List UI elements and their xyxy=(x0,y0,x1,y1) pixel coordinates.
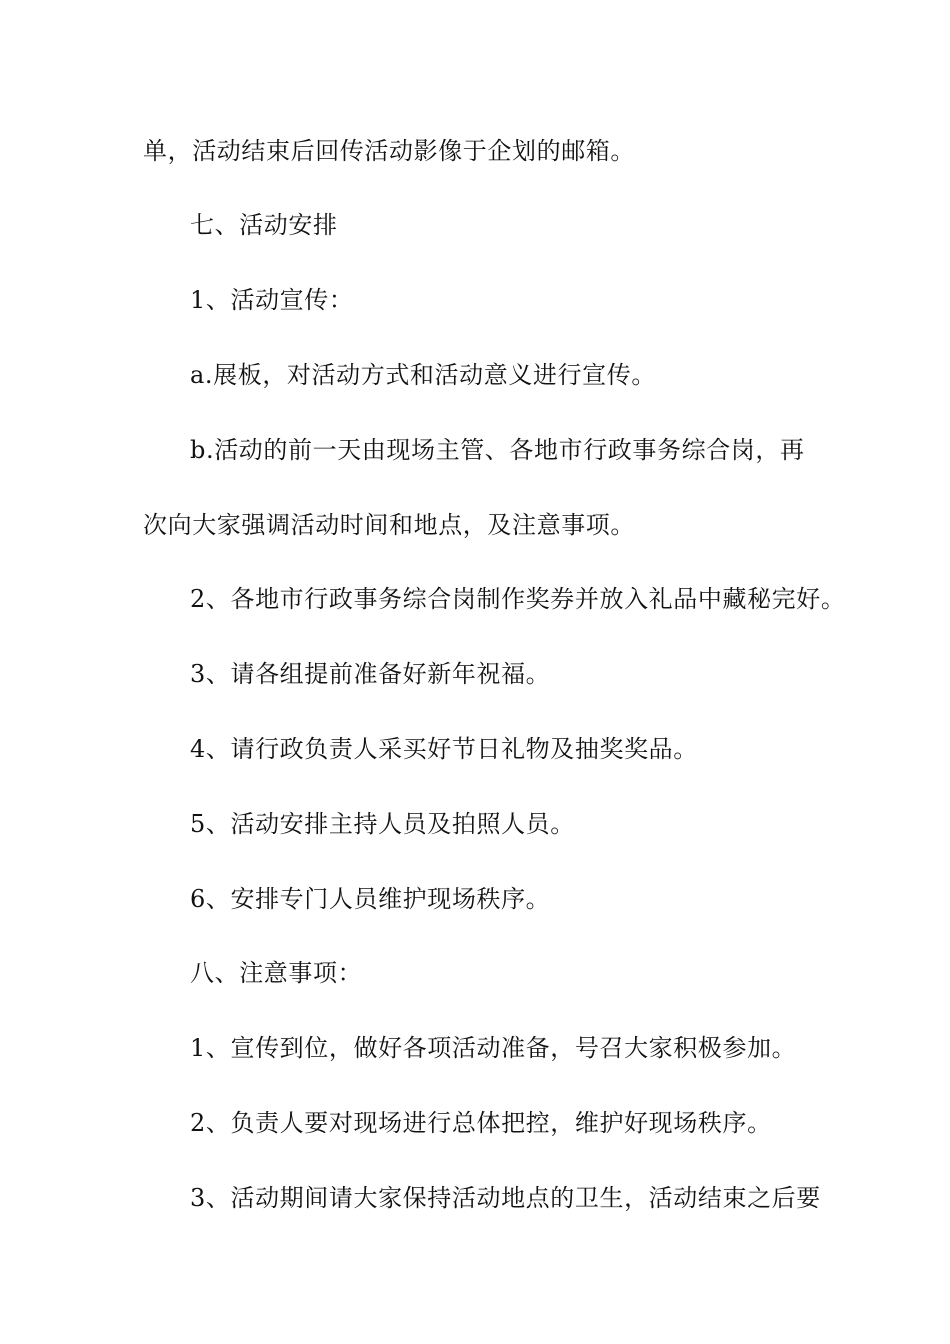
list-item: 6、安排专门人员维护现场秩序。 xyxy=(190,885,551,913)
list-item: 4、请行政负责人采买好节日礼物及抽奖奖品。 xyxy=(190,735,698,763)
list-item: 2、负责人要对现场进行总体把控，维护好现场秩序。 xyxy=(190,1109,772,1137)
list-item-continuation: 次向大家强调活动时间和地点，及注意事项。 xyxy=(143,511,635,539)
list-item: 3、活动期间请大家保持活动地点的卫生，活动结束之后要 xyxy=(190,1184,821,1212)
section-heading-notes: 八、注意事项： xyxy=(190,959,363,987)
list-item: 1、宣传到位，做好各项活动准备，号召大家积极参加。 xyxy=(190,1034,797,1062)
section-heading-arrangement: 七、活动安排 xyxy=(190,211,338,239)
paragraph-continuation: 单，活动结束后回传活动影像于企划的邮箱。 xyxy=(143,137,635,165)
list-item: a.展板，对活动方式和活动意义进行宣传。 xyxy=(190,361,656,389)
list-item: 5、活动安排主持人员及拍照人员。 xyxy=(190,810,575,838)
list-item: 2、各地市行政事务综合岗制作奖券并放入礼品中藏秘完好。 xyxy=(190,585,846,613)
list-item: 3、请各组提前准备好新年祝福。 xyxy=(190,660,551,688)
list-item: 1、活动宣传： xyxy=(190,286,354,314)
list-item: b.活动的前一天由现场主管、各地市行政事务综合岗，再 xyxy=(190,436,805,464)
